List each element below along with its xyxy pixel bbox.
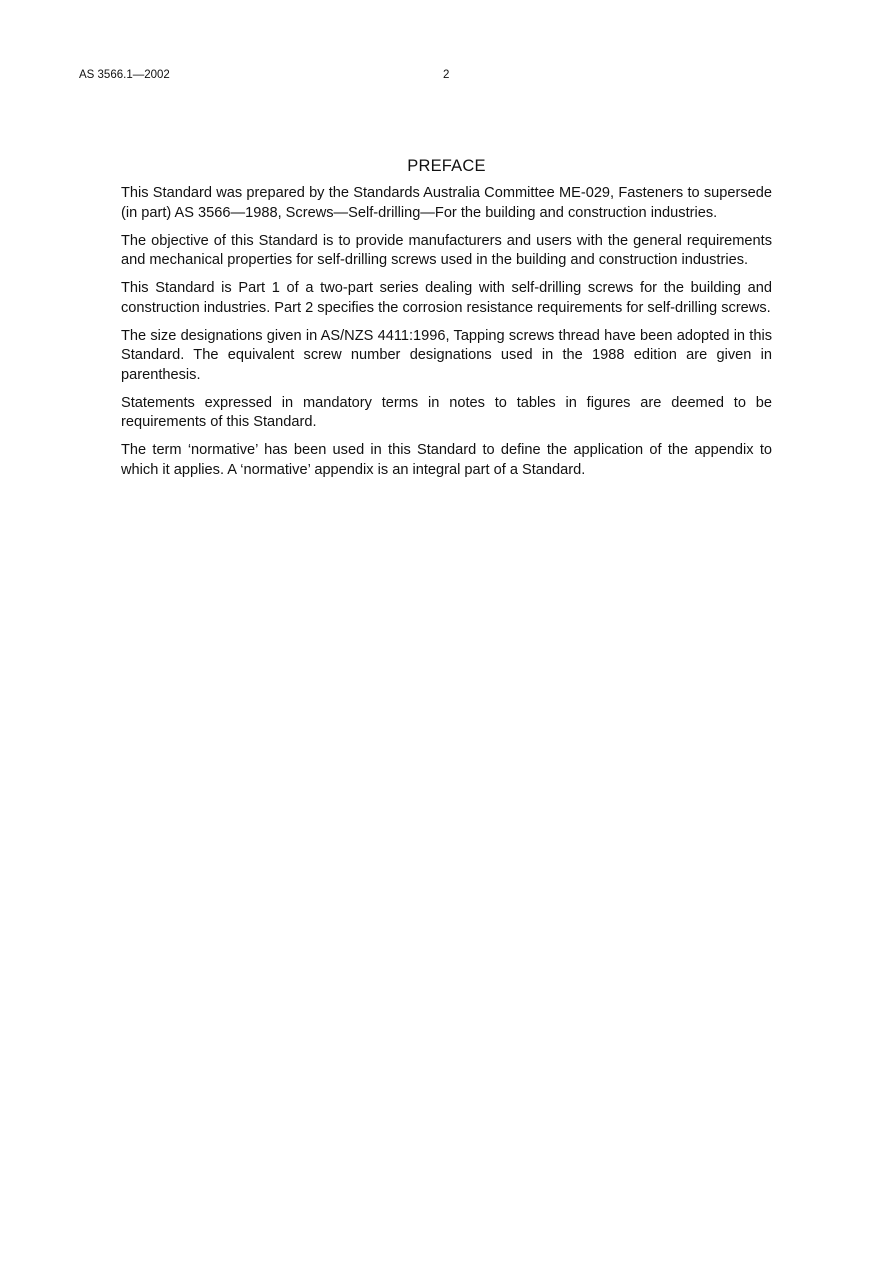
preface-paragraph: Statements expressed in mandatory terms in notes to tables in figures are deemed to be requirements of this Standard. [121,394,772,430]
preface-section [121,155,772,489]
page-number: 2 [443,69,450,81]
running-header [79,68,815,84]
preface-paragraph: The size designations given in AS/NZS 4411:1996, Tapping screws thread have been adopted in this Standard. The equivalent screw number designations used in the 1988 edition are given in parenthesis. [121,327,772,383]
preface-paragraph: The objective of this Standard is to provide manufacturers and users with the general requirements and mechanical properties for self-drilling screws used in the building and construction industries. [121,232,772,268]
preface-paragraph: This Standard is Part 1 of a two-part series dealing with self-drilling screws for the building and construction industries. Part 2 specifies the corrosion resistance requirements for self-drilling screws. [121,280,772,316]
preface-paragraph: This Standard was prepared by the Standards Australia Committee ME-029, Fasteners to supersede (in part) AS 3566—1988, Screws—Self-drilling—For the building and construction industries. [121,185,772,221]
preface-title: PREFACE [407,157,486,175]
document-id: AS 3566.1—2002 [79,69,170,81]
preface-paragraph: The term ‘normative’ has been used in this Standard to define the application of the appendix to which it applies. A ‘normative’ appendix is an integral part of a Standard. [121,442,772,478]
